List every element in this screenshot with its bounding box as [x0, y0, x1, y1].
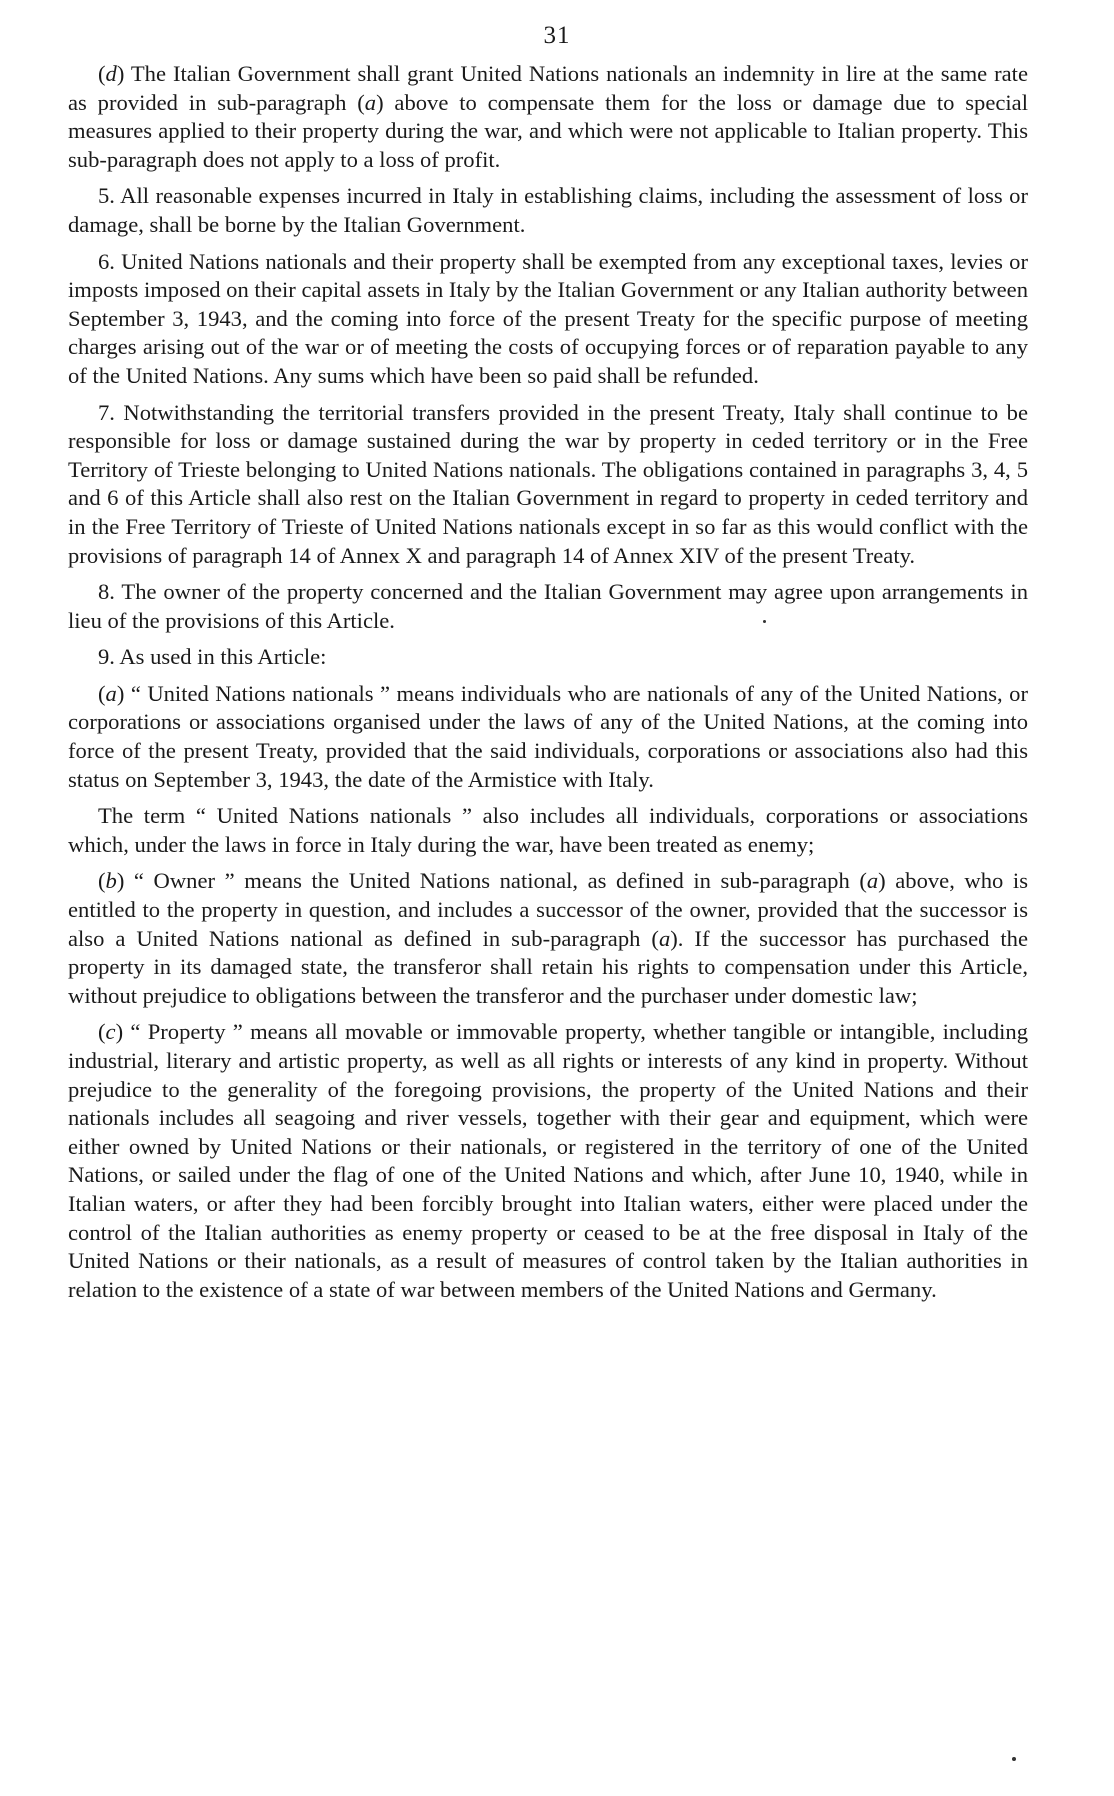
item-label: a	[364, 89, 377, 115]
item-label: a	[866, 868, 879, 894]
text-run: (	[98, 868, 106, 894]
paragraph-9b	[68, 867, 1028, 1010]
paragraph-6	[68, 248, 1028, 391]
paragraph-5	[68, 182, 1028, 239]
text-run: 5. All reasonable expenses incurred in Italy in establishing claims, including the assessment of loss or damage, shall be borne by the Italian Government.	[68, 183, 1028, 237]
paragraph-9a-term	[68, 802, 1028, 859]
paragraph-9c	[68, 1018, 1028, 1304]
text-run: ) The Italian Government shall grant United Nations nationals an indemnity in lire at the same rate as provided in sub-paragraph (	[68, 61, 1028, 115]
text-run: ) “ United Nations nationals ” means individuals who are nationals of any of the United Nations, or corporations or associations organised under the laws of any of the United Nations, at the coming into force of the present Treaty, provided that the said individuals, corporations or associations also had this status on September 3, 1943, the date of the Armistice with Italy.	[68, 680, 1028, 792]
stray-dot-mark	[763, 620, 766, 623]
text-run: ) above, who is entitled to the property in question, and includes a successor of the owner, provided that the successor is also a United Nations national as defined in sub-paragraph (	[68, 868, 1028, 951]
text-run: ) “ Owner ” means the United Nations national, as defined in sub-paragraph (	[116, 868, 867, 894]
paragraph-9	[68, 643, 1028, 672]
text-run: (	[98, 680, 106, 706]
item-label: a	[105, 680, 117, 706]
article-body	[68, 60, 1028, 1304]
text-run: (	[98, 61, 106, 86]
stray-dot-mark	[1012, 1757, 1016, 1761]
paragraph-9a	[68, 680, 1028, 794]
item-label: b	[105, 868, 117, 894]
paragraph-8	[68, 578, 1028, 635]
page-number: 31	[543, 22, 571, 49]
text-run: ). If the successor has purchased the property in its damaged state, the transferor shall retain his rights to compensation under this Article, without prejudice to obligations between the transferor and the purchaser under domestic law;	[68, 925, 1029, 1008]
text-run: (	[98, 1019, 106, 1045]
item-label: a	[658, 925, 671, 951]
text-run: ) above to compensate them for the loss or damage due to special measures applied to their property during the war, and which were not applicable to Italian property. This sub-paragraph does not apply to a loss of profit.	[68, 89, 1028, 172]
text-run: The term “ United Nations nationals ” also includes all individuals, corporations or associations which, under the laws in force in Italy during the war, have been treated as enemy;	[68, 803, 1028, 857]
text-run: 7. Notwithstanding the territorial transfers provided in the present Treaty, Italy shall continue to be responsible for loss or damage sustained during the war by property in ceded territory or in the Free Territory of Trieste belonging to United Nations nationals. The obligations contained in paragraphs 3, 4, 5 and 6 of this Article shall also rest on the Italian Government in regard to property in ceded territory and in the Free Territory of Trieste of United Nations nationals except in so far as this would conflict with the provisions of paragraph 14 of Annex X and paragraph 14 of Annex XIV of the present Treaty.	[68, 399, 1028, 568]
item-label: d	[105, 61, 117, 86]
paragraph-4d	[68, 60, 1028, 174]
text-run: 8. The owner of the property concerned and the Italian Government may agree upon arrangements in lieu of the provisions of this Article.	[68, 579, 1028, 633]
item-label: c	[105, 1019, 116, 1045]
paragraph-7	[68, 399, 1028, 571]
text-run: 9. As used in this Article:	[98, 644, 327, 670]
text-run: ) “ Property ” means all movable or immovable property, whether tangible or intangible, including industrial, literary and artistic property, as well as all rights or interests of any kind in property. Without prejudice to the generality of the foregoing provisions, the property of the United Nations and their nationals includes all seagoing and river vessels, together with their gear and equipment, which were either owned by United Nations or their nationals, or registered in the territory of one of the United Nations, or sailed under the flag of one of the United Nations and which, after June 10, 1940, while in Italian waters, or after they had been forcibly brought into Italian waters, either were placed under the control of the Italian authorities as enemy property or ceased to be at the free disposal in Italy of the United Nations or their nationals, as a result of measures of control taken by the Italian authorities in relation to the existence of a state of war between members of the United Nations and Germany.	[68, 1019, 1028, 1302]
text-run: 6. United Nations nationals and their property shall be exempted from any exceptional taxes, levies or imposts imposed on their capital assets in Italy by the Italian Government or any Italian authority between September 3, 1943, and the coming into force of the present Treaty for the specific purpose of meeting charges arising out of the war or of meeting the costs of occupying forces or of reparation payable to any of the United Nations. Any sums which have been so paid shall be refunded.	[68, 248, 1028, 388]
